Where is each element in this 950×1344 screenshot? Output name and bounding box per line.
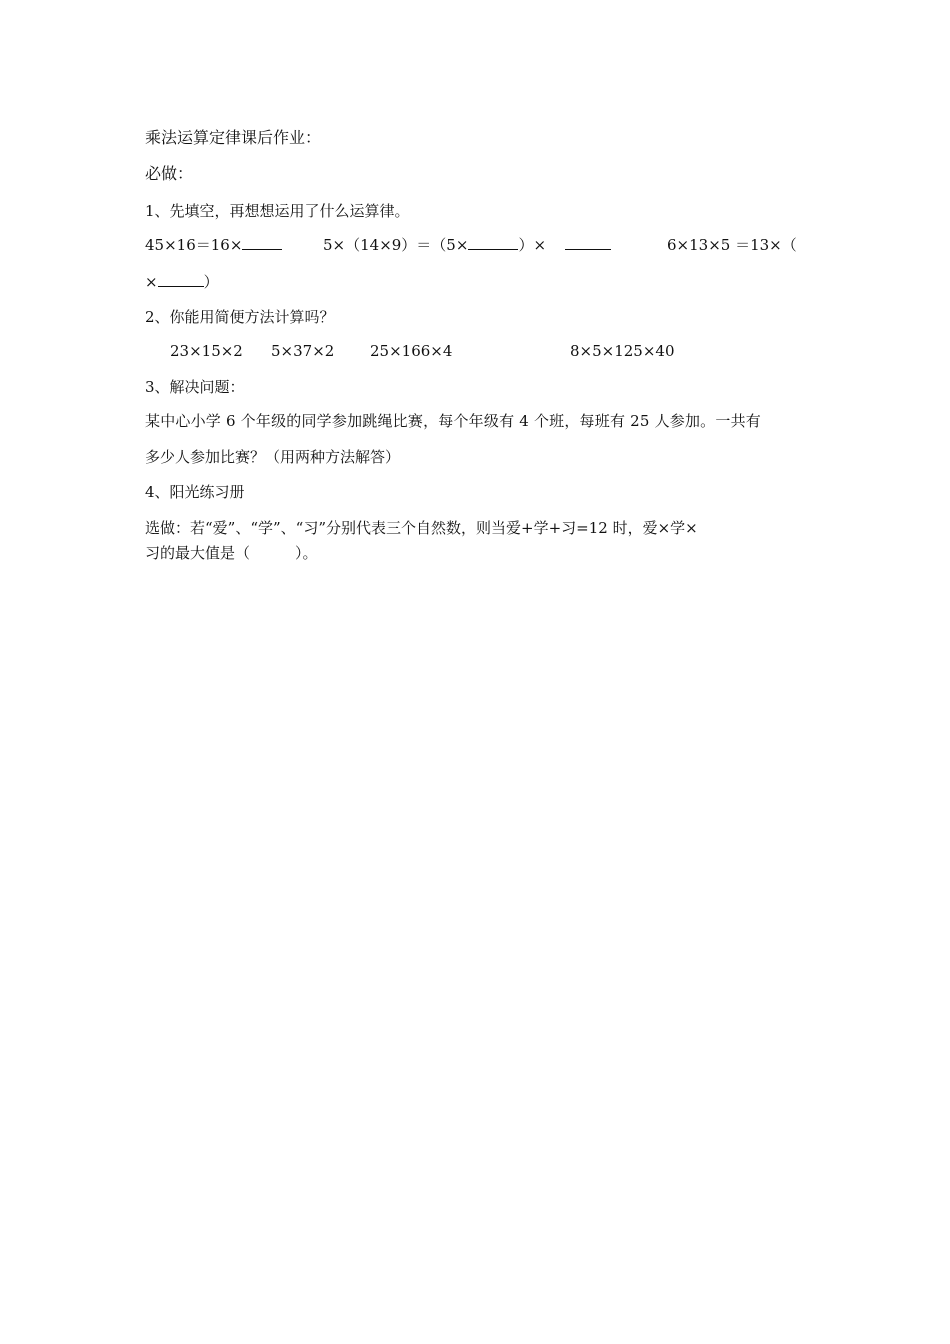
q2-item: 23×15×2 — [170, 342, 243, 360]
q1-e3-text: 6×13×5 ＝13×（ — [667, 236, 797, 254]
answer-blank[interactable] — [242, 235, 282, 250]
q1-expression-3 — [667, 235, 797, 255]
q1-expression-2 — [323, 235, 611, 255]
q1-expression-3-cont — [145, 272, 219, 292]
q2-item: 25×166×4 — [370, 342, 453, 360]
q3-problem-line-2: 多少人参加比赛？（用两种方法解答） — [145, 448, 401, 466]
q1-e3-cont-prefix: × — [145, 273, 158, 291]
q1-heading: 1、先填空，再想想运用了什么运算律。 — [145, 202, 410, 220]
optional-line-1: 选做：若“爱”、“学”、“习”分别代表三个自然数，则当爱+学+习=12 时，爱×学× — [145, 519, 698, 537]
q2-item: 8×5×125×40 — [570, 342, 675, 360]
q1-e1-text: 45×16＝16× — [145, 236, 243, 254]
q1-expression-1 — [145, 235, 282, 255]
q1-e2-mid: ）× — [518, 236, 547, 254]
required-heading: 必做： — [145, 164, 194, 183]
answer-blank[interactable] — [565, 235, 611, 250]
answer-blank[interactable] — [468, 235, 518, 250]
q4-heading: 4、阳光练习册 — [145, 483, 245, 501]
q1-e2-text: 5×（14×9）＝（5× — [323, 236, 469, 254]
q3-heading: 3、解决问题： — [145, 378, 245, 396]
q2-heading: 2、你能用简便方法计算吗？ — [145, 308, 335, 326]
q2-item: 5×37×2 — [271, 342, 335, 360]
optional-line-2: 习的最大值是（ ）。 — [145, 544, 318, 562]
answer-blank[interactable] — [158, 272, 204, 287]
worksheet-title: 乘法运算定律课后作业： — [145, 128, 322, 147]
q3-problem-line-1: 某中心小学 6 个年级的同学参加跳绳比赛，每个年级有 4 个班，每班有 25 人参加。一共有 — [145, 412, 761, 430]
q1-e3-cont-suffix: ） — [203, 273, 219, 291]
